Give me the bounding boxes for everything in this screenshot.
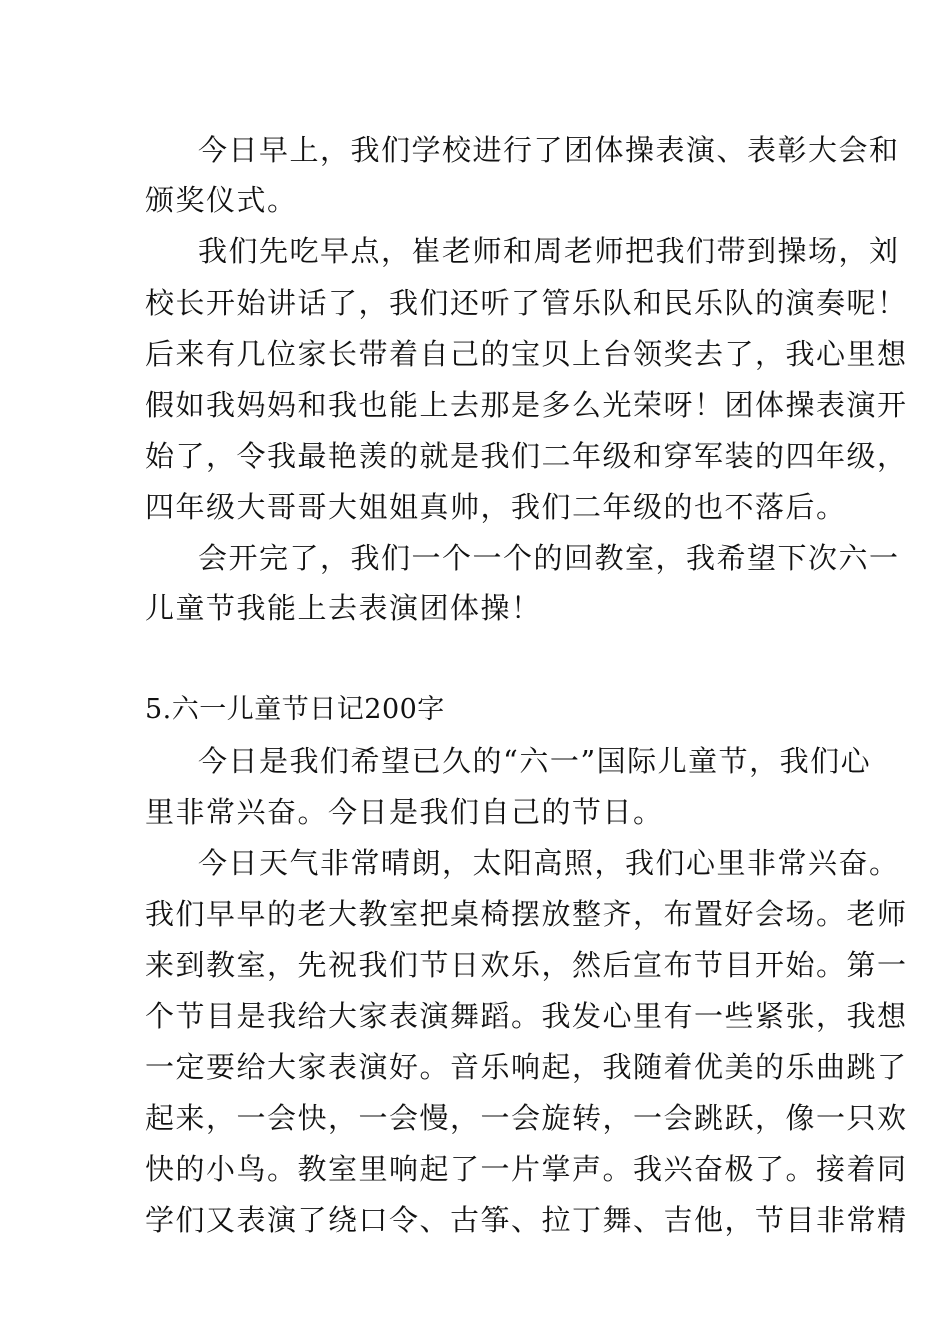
paragraph-line: 儿童节我能上去表演团体操！ — [145, 591, 542, 625]
paragraph-line: 一定要给大家表演好。音乐响起，我随着优美的乐曲跳了 — [145, 1050, 908, 1084]
paragraph-line: 我们早早的老大教室把桌椅摆放整齐，布置好会场。老师 — [145, 897, 908, 931]
paragraph-line: 四年级大哥哥大姐姐真帅，我们二年级的也不落后。 — [145, 490, 847, 524]
paragraph-line: 颁奖仪式。 — [145, 183, 298, 217]
paragraph-line: 起来，一会快，一会慢，一会旋转，一会跳跃，像一只欢 — [145, 1101, 908, 1135]
paragraph-line: 今日早上，我们学校进行了团体操表演、表彰大会和 — [198, 133, 900, 167]
paragraph-line: 今日是我们希望已久的“六一”国际儿童节，我们心 — [198, 744, 872, 778]
paragraph-line: 里非常兴奋。今日是我们自己的节日。 — [145, 795, 664, 829]
paragraph-line: 假如我妈妈和我也能上去那是多么光荣呀！团体操表演开 — [145, 388, 908, 422]
paragraph-line: 会开完了，我们一个一个的回教室，我希望下次六一 — [198, 541, 900, 575]
paragraph-line: 始了，令我最艳羡的就是我们二年级和穿军装的四年级， — [145, 439, 908, 473]
paragraph-line: 校长开始讲话了，我们还听了管乐队和民乐队的演奏呢！ — [145, 286, 908, 320]
paragraph-line: 我们先吃早点，崔老师和周老师把我们带到操场，刘 — [198, 234, 900, 268]
paragraph-line: 后来有几位家长带着自己的宝贝上台领奖去了，我心里想 — [145, 337, 908, 371]
paragraph-line: 个节目是我给大家表演舞蹈。我发心里有一些紧张，我想 — [145, 999, 908, 1033]
section-heading: 5.六一儿童节日记200字 — [145, 694, 445, 725]
paragraph-line: 来到教室，先祝我们节日欢乐，然后宣布节目开始。第一 — [145, 948, 908, 982]
paragraph-line: 今日天气非常晴朗，太阳高照，我们心里非常兴奋。 — [198, 846, 900, 880]
paragraph-line: 学们又表演了绕口令、古筝、拉丁舞、吉他，节目非常精 — [145, 1203, 908, 1237]
paragraph-line: 快的小鸟。教室里响起了一片掌声。我兴奋极了。接着同 — [145, 1152, 908, 1186]
